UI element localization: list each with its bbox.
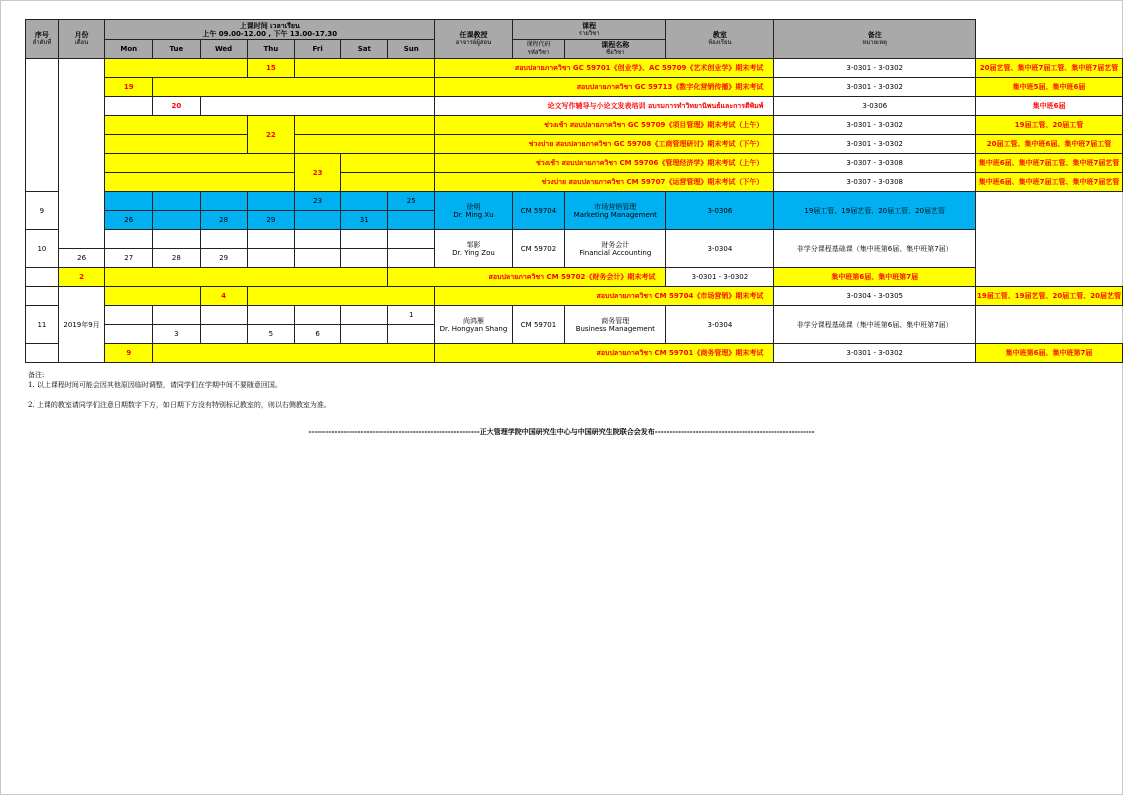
- table-row: [26, 97, 1123, 116]
- course-name-cell: 市场营销管理 Marketing Management: [565, 192, 666, 230]
- month-cell: [58, 59, 105, 249]
- date-cell: 9: [105, 344, 153, 363]
- table-row: [26, 135, 1123, 154]
- remark-cell: 集中班第6届、集中班第7届: [774, 268, 976, 287]
- col-course: 课程 รายวิชา: [512, 20, 666, 40]
- note-1: 1. 以上课程时间可能会因其他原因临时调整，请同学们在学期中间不要随意回国。: [28, 381, 282, 389]
- table-row: [26, 268, 1123, 287]
- date-cell: 19: [105, 78, 153, 97]
- date-cell: 23: [295, 192, 341, 211]
- exam-cell: ช่วงบ่าย สอบปลายภาควิชา CM 59707《运营管理》期末考试（下午）: [435, 173, 774, 192]
- room-cell: 3-0301 - 3-0302: [774, 59, 976, 78]
- room-cell: 3-0304 - 3-0305: [774, 287, 976, 306]
- remark-cell: 20届艺管、集中班7届工管、集中班7届艺管: [976, 59, 1123, 78]
- note-2: 2. 上课的教室请同学们注意日期数字下方，如日期下方没有特别标记教室的，则以右侧教室为准。: [28, 401, 331, 409]
- course-code-cell: CM 59702: [512, 230, 564, 268]
- teacher-cell: 邹影 Dr. Ying Zou: [435, 230, 513, 268]
- remark-cell: 集中班6届、集中班7届工管、集中班7届艺管: [976, 154, 1123, 173]
- room-cell: 3-0307 - 3-0308: [774, 173, 976, 192]
- date-cell: 1: [388, 306, 435, 325]
- table-row: [26, 344, 1123, 363]
- col-month: 月份 เดือน: [58, 20, 105, 59]
- date-cell: 31: [341, 211, 388, 230]
- remark-cell: 19届工管、20届工管: [976, 116, 1123, 135]
- table-row: [26, 192, 1123, 211]
- col-room: 教室 ห้องเรียน: [666, 20, 774, 59]
- table-row: [26, 230, 1123, 249]
- exam-cell: ช่วงเช้า สอบปลายภาควิชา CM 59706《管理经济学》期末考试（上午）: [435, 154, 774, 173]
- room-cell: 3-0301 - 3-0302: [774, 78, 976, 97]
- day-thu: Thu: [247, 40, 295, 59]
- date-cell: 5: [247, 325, 295, 344]
- remark-cell: 20届工管、集中班6届、集中班7届工管: [976, 135, 1123, 154]
- exam-cell: สอบปลายภาควิชา CM 59702《财务会计》期末考试: [388, 268, 666, 287]
- date-cell: 4: [200, 287, 247, 306]
- date-cell: 28: [153, 249, 200, 268]
- exam-cell: สอบปลายภาควิชา GC 59713《数字化营销传播》期末考试: [435, 78, 774, 97]
- table-row: [26, 116, 1123, 135]
- seq-cell: 11: [26, 306, 59, 344]
- remark-cell: 非学分课程基础课（集中班第6届、集中班第7届）: [774, 230, 976, 268]
- teacher-cell: 徐明 Dr. Ming Xu: [435, 192, 513, 230]
- room-cell: 3-0301 - 3-0302: [666, 268, 774, 287]
- day-wed: Wed: [200, 40, 247, 59]
- table-row: [26, 59, 1123, 78]
- room-cell: 3-0301 - 3-0302: [774, 344, 976, 363]
- exam-cell: สอบปลายภาควิชา CM 59701《商务管理》期末考试: [435, 344, 774, 363]
- col-remark: 备注 หมายเหตุ: [774, 20, 976, 59]
- table-row: [26, 78, 1123, 97]
- table-row: [26, 287, 1123, 306]
- course-code-cell: CM 59701: [512, 306, 564, 344]
- schedule-table: [25, 19, 1123, 363]
- col-teacher: 任课教授 อาจารย์ผู้สอน: [435, 20, 513, 59]
- col-code: 课程代码 รหัสวิชา: [512, 40, 564, 59]
- day-tue: Tue: [153, 40, 200, 59]
- seq-cell: [26, 59, 59, 192]
- course-name-cell: 财务会计 Financial Accounting: [565, 230, 666, 268]
- col-time: 上课时间 เวลาเรียน 上午 09.00-12.00 , 下午 13.00-17.30: [105, 20, 435, 40]
- remark-cell: 19届工管、19届艺管、20届工管、20届艺管: [976, 287, 1123, 306]
- day-sun: Sun: [388, 40, 435, 59]
- seq-cell: 10: [26, 230, 59, 268]
- day-mon: Mon: [105, 40, 153, 59]
- month-cell: 2019年9月: [58, 287, 105, 363]
- header-row-1: [26, 20, 1123, 40]
- day-fri: Fri: [295, 40, 341, 59]
- course-code-cell: CM 59704: [512, 192, 564, 230]
- col-seq: 序号 ลำดับที่: [26, 20, 59, 59]
- remark-cell: 集中班6届、集中班7届工管、集中班7届艺管: [976, 173, 1123, 192]
- date-cell: 29: [200, 249, 247, 268]
- date-cell: 26: [105, 211, 153, 230]
- remark-cell: 19届工管、19届艺管、20届工管、20届艺管: [774, 192, 976, 230]
- date-cell: 6: [295, 325, 341, 344]
- table-row: [26, 306, 1123, 325]
- remark-cell: 集中班5届、集中班6届: [976, 78, 1123, 97]
- seq-cell: 9: [26, 192, 59, 230]
- exam-cell: ช่วงบ่าย สอบปลายภาควิชา GC 59708《工商管理研讨》期末考试（下午）: [435, 135, 774, 154]
- room-cell: 3-0306: [666, 192, 774, 230]
- date-cell: 20: [153, 97, 200, 116]
- date-cell: 25: [388, 192, 435, 211]
- date-cell: 15: [247, 59, 295, 78]
- table-row: [26, 173, 1123, 192]
- date-cell: 3: [153, 325, 200, 344]
- exam-cell: สอบปลายภาควิชา GC 59701《创业学》、AC 59709《艺术创业学》期末考试: [435, 59, 774, 78]
- remark-cell: 集中班6届: [976, 97, 1123, 116]
- date-cell: 26: [58, 249, 105, 268]
- exam-cell: 论文写作辅导与小论文发表培训 อบรมการทำวิทยานิพนธ์และการตีพิมพ์: [435, 97, 774, 116]
- room-cell: 3-0301 - 3-0302: [774, 116, 976, 135]
- remark-cell: 非学分课程基础课（集中班第6届、集中班第7届）: [774, 306, 976, 344]
- publisher-footer: -----------------------------------------------------------正大管理学院中国研究生中心与中国研究生院联合会发布-------------------------------------------------------: [308, 427, 815, 436]
- room-cell: 3-0304: [666, 306, 774, 344]
- date-cell: 27: [105, 249, 153, 268]
- date-cell: 28: [200, 211, 247, 230]
- notes-label: 备注:: [28, 371, 45, 379]
- exam-cell: สอบปลายภาควิชา CM 59704《市场营销》期末考试: [435, 287, 774, 306]
- day-sat: Sat: [341, 40, 388, 59]
- notes-section: [28, 370, 331, 410]
- room-cell: 3-0307 - 3-0308: [774, 154, 976, 173]
- course-name-cell: 商务管理 Business Management: [565, 306, 666, 344]
- teacher-cell: 尚鸿雁 Dr. Hongyan Shang: [435, 306, 513, 344]
- date-cell: 23: [295, 154, 341, 192]
- col-name: 课程名称 ชื่อวิชา: [565, 40, 666, 59]
- date-cell: 29: [247, 211, 295, 230]
- table-row: [26, 154, 1123, 173]
- room-cell: 3-0304: [666, 230, 774, 268]
- date-cell: 22: [247, 116, 295, 154]
- room-cell: 3-0306: [774, 97, 976, 116]
- remark-cell: 集中班第6届、集中班第7届: [976, 344, 1123, 363]
- room-cell: 3-0301 - 3-0302: [774, 135, 976, 154]
- date-cell: 2: [58, 268, 105, 287]
- exam-cell: ช่วงเช้า สอบปลายภาควิชา GC 59709《项目管理》期末考试（上午）: [435, 116, 774, 135]
